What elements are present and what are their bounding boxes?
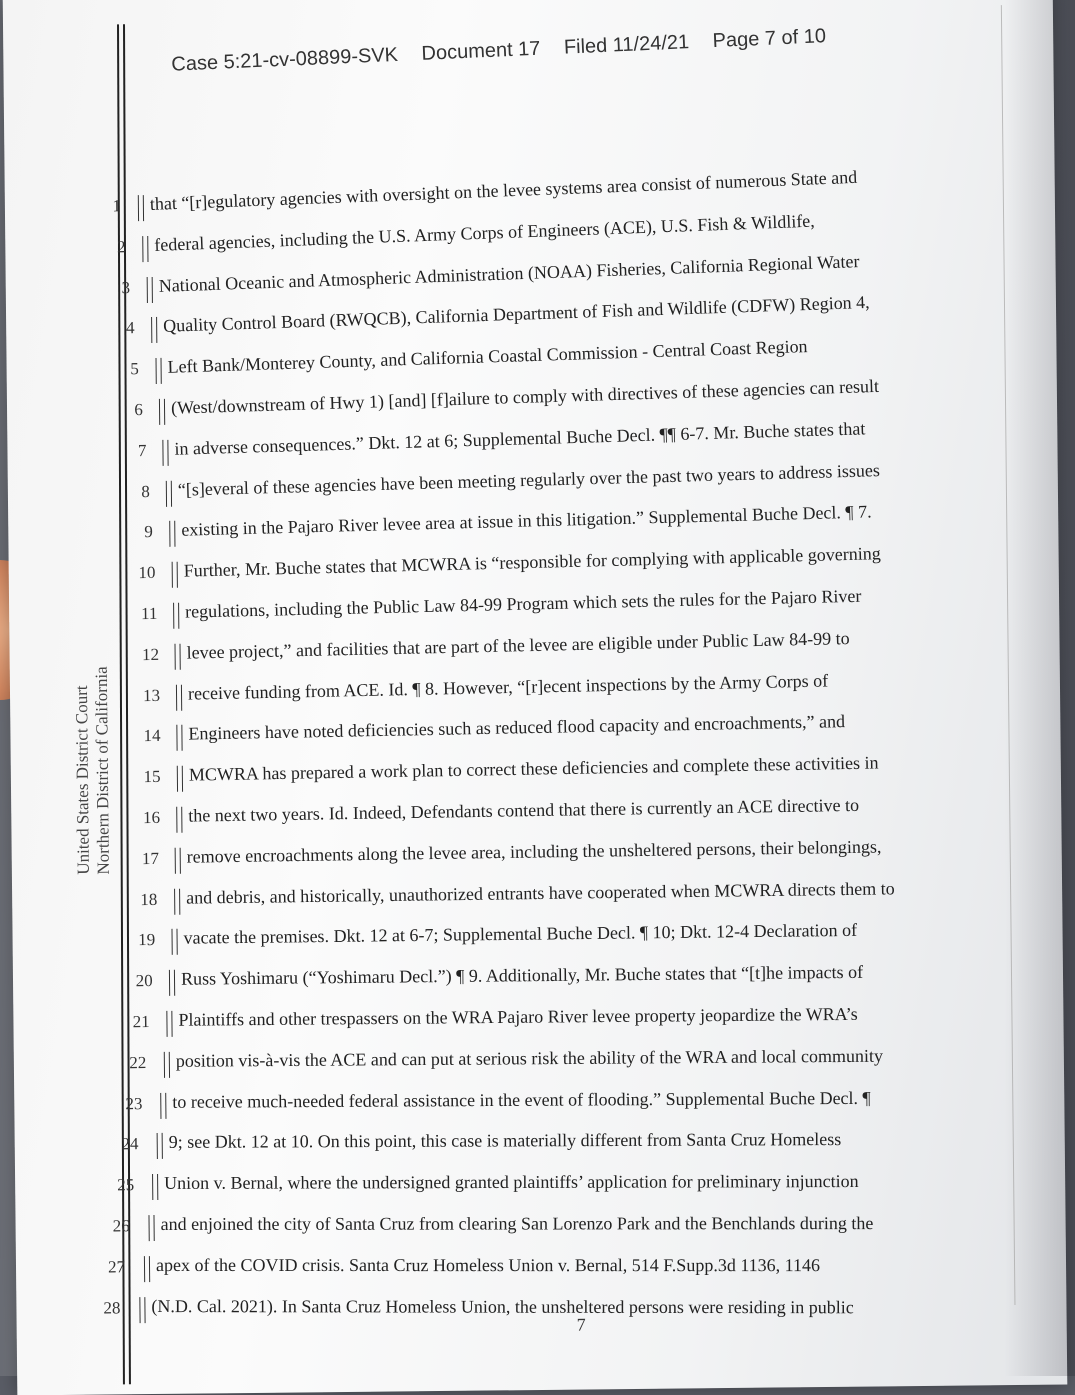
body-text-line: federal agencies, including the U.S. Army Corps of Engineers (ACE), U.S. Fish & Wildlife, [153,210,816,255]
line-number: 16 [142,807,161,828]
page-number: 7 [576,1314,586,1335]
body-text-line: MCWRA has prepared a work plan to correct these deficiencies and complete these activities in [188,752,879,785]
line-number: 9 [144,522,153,542]
body-text-line: position vis-à-vis the ACE and can put at serious risk the ability of the WRA and local community [175,1045,883,1071]
line-number: 26 [112,1216,130,1236]
line-bar [177,766,183,792]
line-number: 28 [103,1297,121,1318]
page-indicator: Page 7 of 10 [712,25,827,53]
court-name: United States District Court [71,685,93,875]
body-text-line: apex of the COVID crisis. Santa Cruz Homeless Union v. Bernal, 514 F.Supp.3d 1136, 1146 [155,1254,820,1275]
document-number: Document 17 [421,37,541,65]
body-text-line: Engineers have noted deficiencies such as reduced flood capacity and encroachments,” and [188,711,846,745]
body-text-line: (N.D. Cal. 2021). In Santa Cruz Homeless Union, the unsheltered persons were residing in public [151,1295,854,1317]
line-bar [173,603,179,629]
line-bar [138,195,144,221]
line-number: 14 [143,726,161,746]
line-number: 12 [141,644,160,664]
line-number: 13 [142,685,161,705]
filed-date: Filed 11/24/21 [563,31,690,59]
body-text-line: Left Bank/Monterey County, and California Coastal Commission - Central Coast Region [166,336,808,378]
line-number: 21 [132,1012,150,1032]
body-text-line: Russ Yoshimaru (“Yoshimaru Decl.”) ¶ 9. Additionally, Mr. Buche states that “[t]he impacts of [181,961,864,989]
line-bar [176,684,182,710]
line-bar [163,1052,169,1078]
line-bar [176,725,182,751]
line-bar [166,480,172,506]
line-bar [155,358,161,384]
line-number: 1 [112,196,122,216]
line-number: 7 [137,440,147,460]
line-number: 4 [125,318,135,338]
body-text-line: to receive much-needed federal assistance in the event of flooding.” Supplemental Buche Decl. ¶ [171,1087,871,1112]
line-bar [175,644,181,670]
body-text-line: remove encroachments along the levee area, including the unsheltered persons, their belongings, [187,836,883,867]
body-text-line: that “[r]egulatory agencies with oversight on the levee systems area consist of numerous State and [149,166,858,214]
body-text-line: vacate the premises. Dkt. 12 at 6-7; Supplemental Buche Decl. ¶ 10; Dkt. 12-4 Declaration of [183,920,858,949]
line-number: 27 [107,1257,126,1277]
line-number: 10 [138,563,156,583]
line-number: 24 [121,1134,139,1154]
page-curl-shadow [1005,0,1075,1376]
line-bar [159,399,165,425]
line-bar [160,1092,166,1118]
line-bar [167,1011,173,1037]
line-number: 20 [135,971,153,991]
body-text-line: Plaintiffs and other trespassers on the WRA Pajaro River levee property jeopardize the WRA’s [178,1003,859,1030]
line-number: 15 [143,767,161,787]
line-bar [147,277,153,303]
body-text-line: the next two years. Id. Indeed, Defendants contend that there is currently an ACE directive to [187,794,860,826]
body-text-line: Further, Mr. Buche states that MCWRA is “responsible for complying with applicable governing [183,543,881,581]
body-text-line: Union v. Bernal, where the undersigned granted plaintiffs’ application for preliminary injunction [164,1171,859,1194]
line-bar [175,848,181,874]
line-number: 17 [141,848,160,868]
body-text-line: (West/downstream of Hwy 1) [and] [f]ailure to comply with directives of these agencies can result [170,375,880,418]
case-number: Case 5:21-cv-08899-SVK [170,43,399,76]
line-number: 11 [140,603,158,624]
body-text-line: Quality Control Board (RWQCB), California Department of Fish and Wildlife (CDFW) Region 4, [162,292,870,337]
body-text-line: “[s]everal of these agencies have been meeting regularly over the past two years to address issues [177,459,881,500]
line-bar [176,807,182,833]
line-bar [171,562,177,588]
body-text-line: and debris, and historically, unauthorized entrants have cooperated when MCWRA directs them to [185,877,895,908]
line-bar [163,440,169,466]
line-bar [169,521,175,547]
line-number: 18 [140,889,158,909]
body-text-line: 9; see Dkt. 12 at 10. On this point, this case is materially different from Santa Cruz Homeless [168,1129,841,1153]
line-bar [142,236,148,262]
line-bar [139,1297,145,1323]
line-number: 23 [125,1093,143,1113]
line-number: 5 [130,359,139,379]
body-text-line: regulations, including the Public Law 84-99 Program which sets the rules for the Pajaro River [185,585,862,622]
line-number: 19 [138,930,156,950]
line-bar [174,888,180,914]
case-header [171,24,845,76]
body-text-line: receive funding from ACE. Id. ¶ 8. However, “[r]ecent inspections by the Army Corps of [187,670,829,704]
line-number: 22 [129,1052,147,1073]
line-bar [172,929,178,955]
body-text-line: National Oceanic and Atmospheric Administration (NOAA) Fisheries, California Regional Water [158,250,860,296]
line-bar [169,970,175,996]
court-side-label [72,666,114,875]
line-number: 3 [121,277,131,297]
body-text-line: existing in the Pajaro River levee area at issue in this litigation.” Supplemental Buche Decl. ¶ 7. [180,501,872,541]
document-page [3,0,1068,1395]
line-bar [156,1133,162,1159]
district-name: Northern District of California [91,666,113,875]
body-text-line: in adverse consequences.” Dkt. 12 at 6; Supplemental Buche Decl. ¶¶ 6-7. Mr. Buche states that [174,418,866,459]
line-number: 6 [134,400,143,420]
line-number: 2 [116,237,126,257]
line-bar [144,1256,150,1282]
body-text-line: levee project,” and facilities that are part of the levee are eligible under Public Law 84-99 to [186,627,851,663]
line-bar [151,317,157,343]
line-bar [152,1174,158,1200]
line-number: 8 [141,481,150,501]
line-bar [148,1215,154,1241]
line-number: 25 [117,1175,135,1195]
body-text-line: and enjoined the city of Santa Cruz from clearing San Lorenzo Park and the Benchlands during the [160,1213,873,1234]
